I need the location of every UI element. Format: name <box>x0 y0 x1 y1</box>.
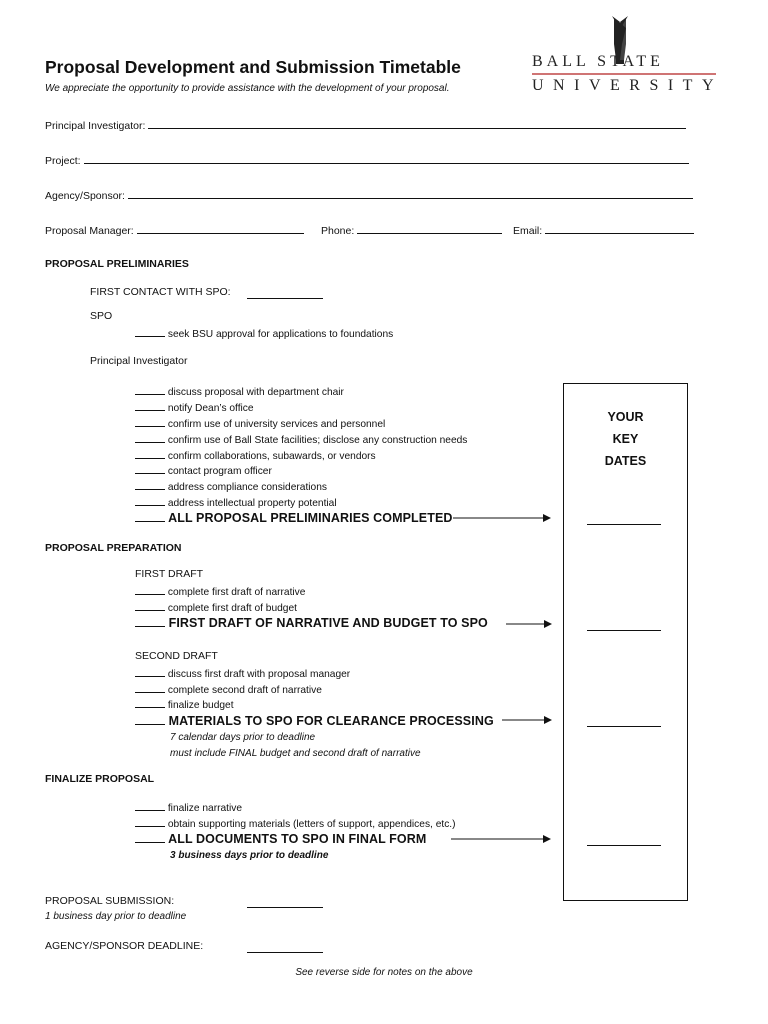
deadline-note: 3 business days prior to deadline <box>170 850 329 861</box>
deadline-label: AGENCY/SPONSOR DEADLINE: <box>45 940 204 952</box>
check-blank[interactable] <box>135 384 165 395</box>
milestone-item[interactable]: MATERIALS TO SPO FOR CLEARANCE PROCESSING <box>135 714 494 728</box>
checklist-item[interactable]: obtain supporting materials (letters of support, appendices, etc.) <box>135 816 456 830</box>
phone-field[interactable] <box>321 223 502 237</box>
key-dates-title-line2: KEY <box>612 432 639 446</box>
checklist-item[interactable]: address compliance considerations <box>135 479 327 493</box>
checklist-item[interactable]: complete first draft of narrative <box>135 584 305 598</box>
arrow-right-icon <box>502 714 554 726</box>
prelim-heading: PROPOSAL PRELIMINARIES <box>45 258 189 270</box>
check-blank[interactable] <box>135 479 165 490</box>
checklist-item[interactable]: confirm use of university services and personnel <box>135 416 385 430</box>
agency-label: Agency/Sponsor: <box>45 190 125 202</box>
milestone-item[interactable]: ALL PROPOSAL PRELIMINARIES COMPLETED <box>135 511 453 525</box>
email-blank[interactable] <box>545 223 694 234</box>
phone-label: Phone: <box>321 225 355 237</box>
second-draft-label: SECOND DRAFT <box>135 650 218 662</box>
check-blank[interactable] <box>135 832 165 843</box>
checklist-item[interactable]: discuss first draft with proposal manager <box>135 666 350 680</box>
submission-blank[interactable] <box>247 897 323 908</box>
checklist-item[interactable]: contact program officer <box>135 463 272 477</box>
checklist-item[interactable]: address intellectual property potential <box>135 495 337 509</box>
agency-field[interactable] <box>45 188 693 202</box>
checklist-item[interactable]: notify Dean’s office <box>135 400 254 414</box>
pi-heading: Principal Investigator <box>90 355 188 367</box>
finalize-heading: FINALIZE PROPOSAL <box>45 773 155 785</box>
arrow-right-icon <box>453 512 553 524</box>
key-dates-box <box>563 383 688 901</box>
project-blank[interactable] <box>84 153 689 164</box>
checklist-item[interactable]: confirm use of Ball State facilities; disclose any construction needs <box>135 432 467 446</box>
prep-heading: PROPOSAL PREPARATION <box>45 542 182 554</box>
checklist-item[interactable]: complete first draft of budget <box>135 600 297 614</box>
phone-blank[interactable] <box>357 223 502 234</box>
check-blank[interactable] <box>135 697 165 708</box>
check-blank[interactable] <box>135 800 165 811</box>
manager-field[interactable] <box>45 223 304 237</box>
deadline-blank[interactable] <box>247 942 323 953</box>
email-field[interactable] <box>513 223 694 237</box>
key-dates-title-line3: DATES <box>604 454 647 468</box>
pi-field[interactable] <box>45 118 686 132</box>
manager-label: Proposal Manager: <box>45 225 134 237</box>
deadline-note: 7 calendar days prior to deadline <box>170 732 316 743</box>
check-blank[interactable] <box>135 816 165 827</box>
page-title: Proposal Development and Submission Timetable <box>45 57 461 77</box>
check-blank[interactable] <box>135 584 165 595</box>
check-blank[interactable] <box>135 616 165 627</box>
milestone-item[interactable]: FIRST DRAFT OF NARRATIVE AND BUDGET TO SPO <box>135 616 488 630</box>
checklist-item[interactable]: finalize budget <box>135 697 234 711</box>
page-subtitle: We appreciate the opportunity to provide assistance with the development of your proposal. <box>45 83 450 94</box>
checklist-item[interactable]: complete second draft of narrative <box>135 682 322 696</box>
logo-text-top: BALL STATE <box>532 53 664 70</box>
project-field[interactable] <box>45 153 689 167</box>
project-label: Project: <box>45 155 81 167</box>
check-blank[interactable] <box>135 416 165 427</box>
arrow-right-icon <box>506 618 554 630</box>
logo-text-bottom: UNIVERSITY <box>532 77 720 94</box>
key-dates-title-line1: YOUR <box>607 410 644 424</box>
email-label: Email: <box>513 225 543 237</box>
check-blank[interactable] <box>135 326 165 337</box>
pi-label: Principal Investigator: <box>45 120 146 132</box>
requirement-note: must include FINAL budget and second draft of narrative <box>170 748 421 759</box>
spo-label: SPO <box>90 310 113 322</box>
manager-blank[interactable] <box>137 223 304 234</box>
pi-blank[interactable] <box>148 118 686 129</box>
check-blank[interactable] <box>135 448 165 459</box>
check-blank[interactable] <box>135 463 165 474</box>
milestone-item[interactable]: ALL DOCUMENTS TO SPO IN FINAL FORM <box>135 832 426 846</box>
check-blank[interactable] <box>135 666 165 677</box>
checklist-item[interactable]: confirm collaborations, subawards, or vendors <box>135 448 376 462</box>
check-blank[interactable] <box>135 400 165 411</box>
footer-note: See reverse side for notes on the above <box>295 967 473 978</box>
check-blank[interactable] <box>135 495 165 506</box>
submission-note: 1 business day prior to deadline <box>45 911 187 922</box>
check-blank[interactable] <box>135 682 165 693</box>
first-contact-blank[interactable] <box>247 288 323 299</box>
checklist-item[interactable]: seek BSU approval for applications to foundations <box>135 326 393 340</box>
checklist-item[interactable]: discuss proposal with department chair <box>135 384 344 398</box>
arrow-right-icon <box>451 833 553 845</box>
first-draft-label: FIRST DRAFT <box>135 568 204 580</box>
check-blank[interactable] <box>135 600 165 611</box>
checklist-item[interactable]: finalize narrative <box>135 800 242 814</box>
submission-label: PROPOSAL SUBMISSION: <box>45 895 175 907</box>
check-blank[interactable] <box>135 432 165 443</box>
check-blank[interactable] <box>135 714 165 725</box>
check-blank[interactable] <box>135 511 165 522</box>
first-contact-label: FIRST CONTACT WITH SPO: <box>90 286 231 298</box>
university-logo <box>530 14 720 94</box>
agency-blank[interactable] <box>128 188 693 199</box>
